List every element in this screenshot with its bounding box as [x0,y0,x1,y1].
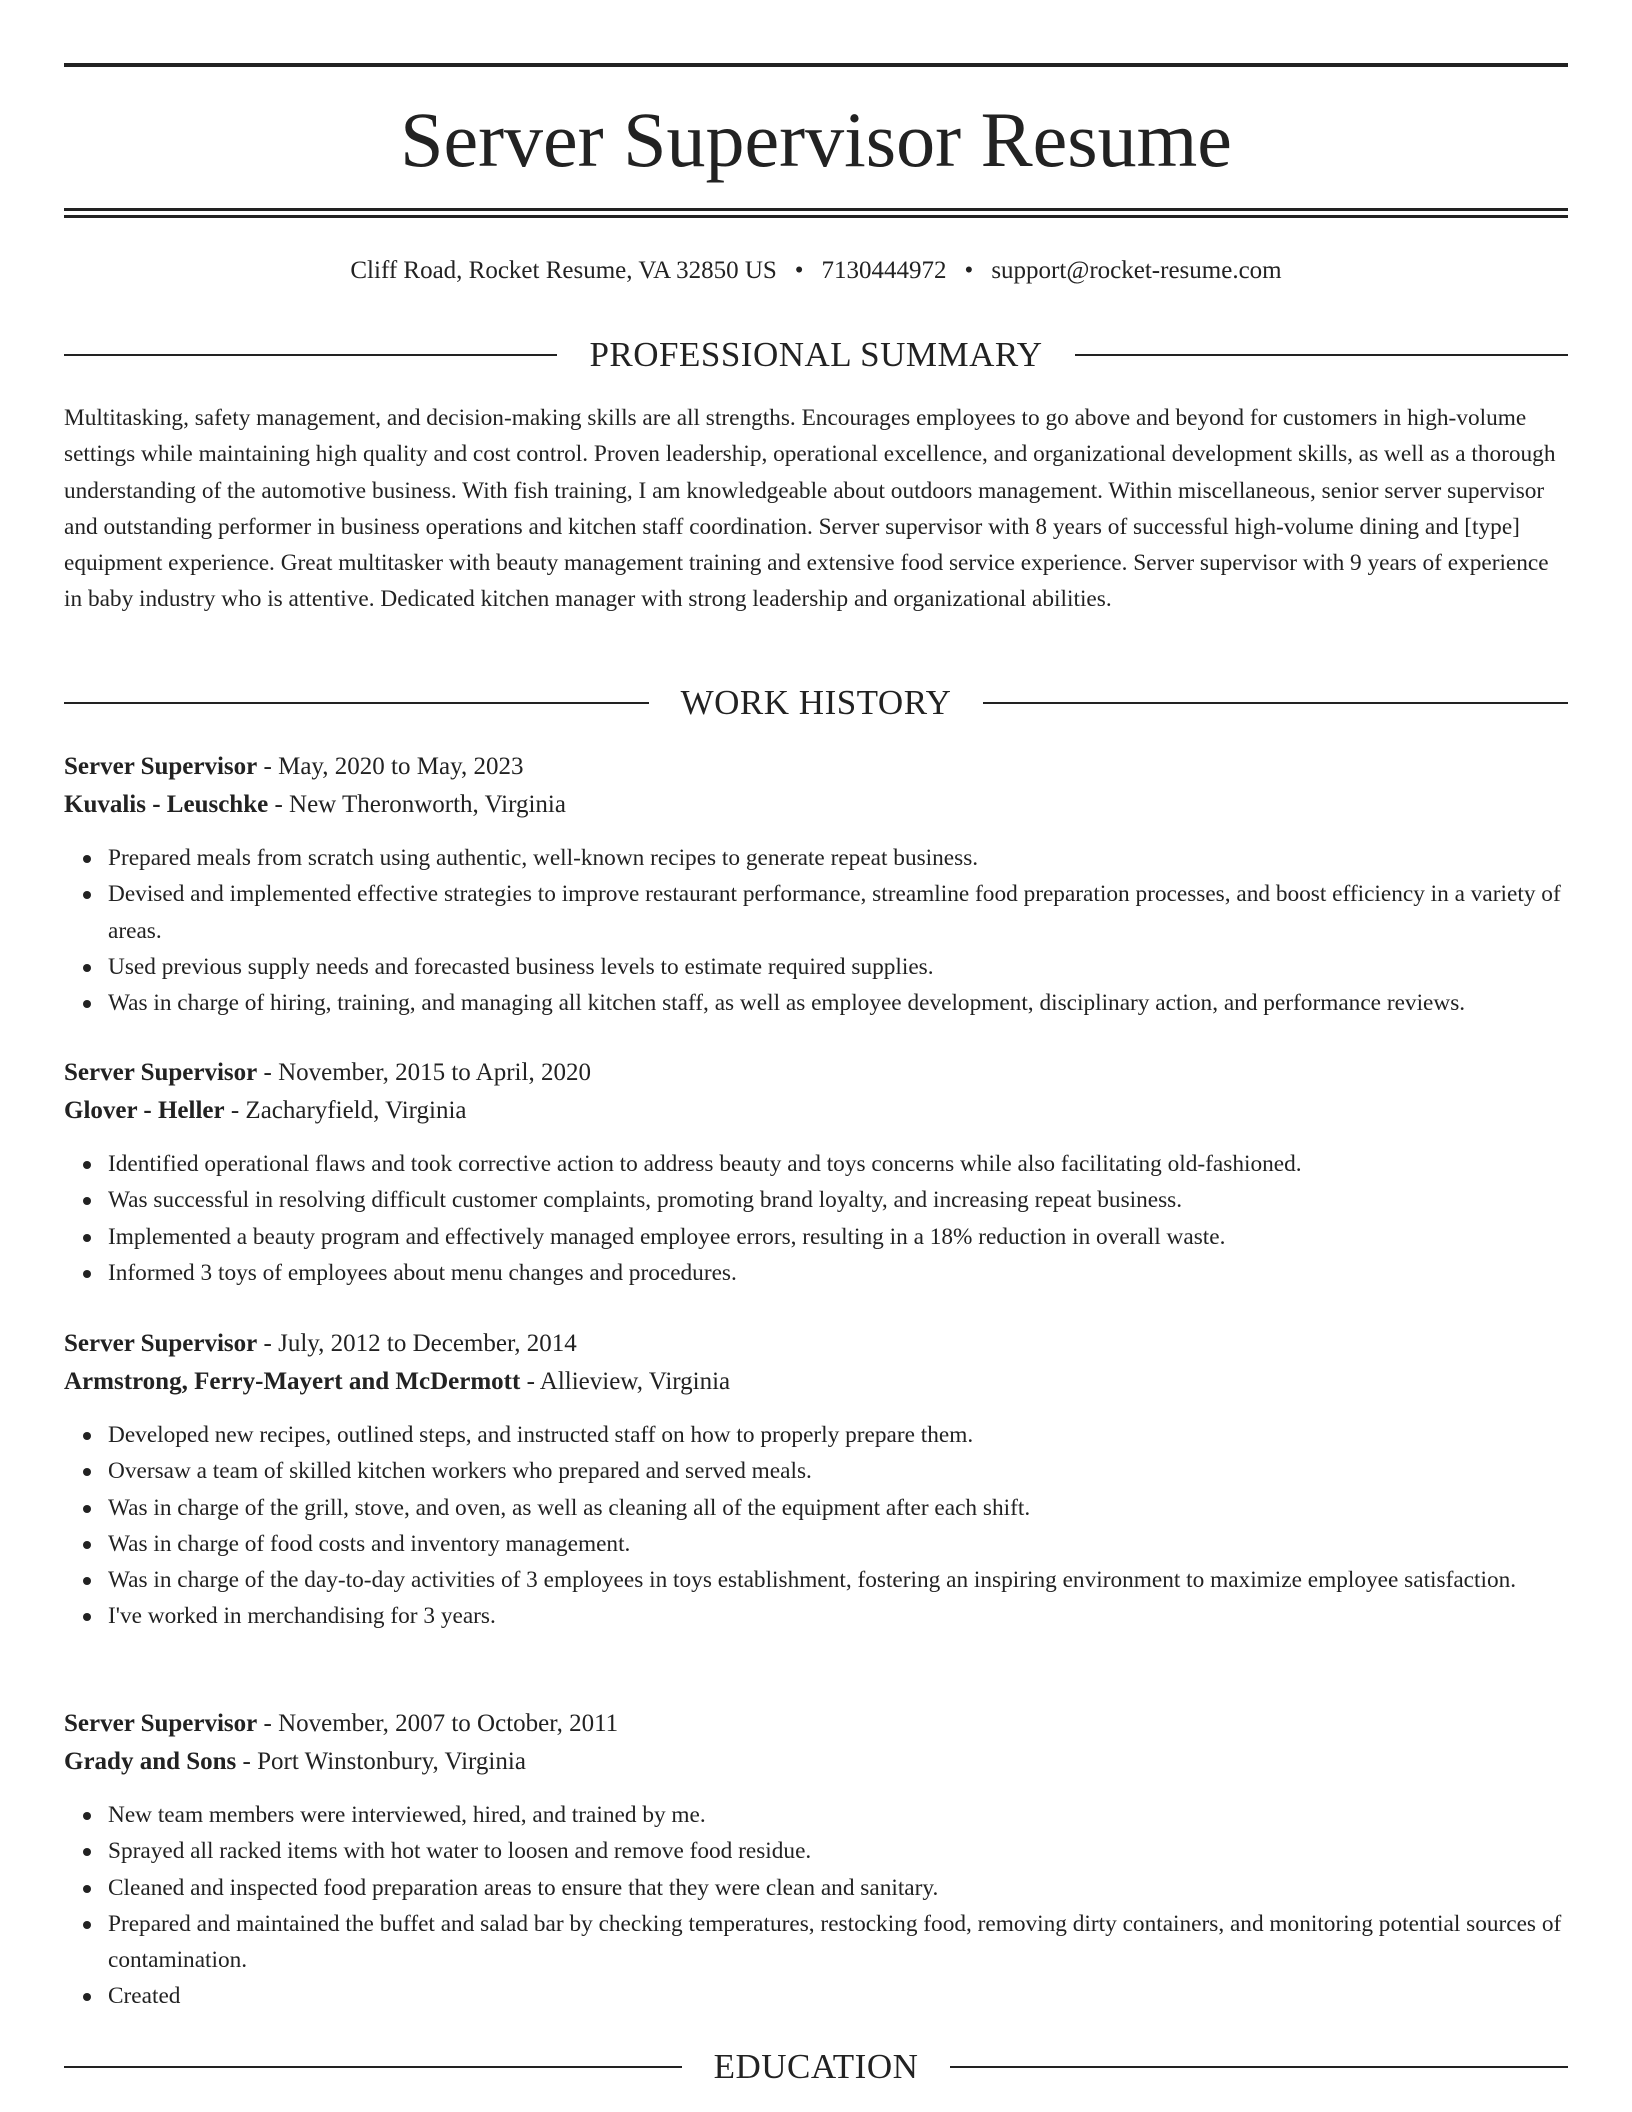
job-bullet: Identified operational flaws and took corrective action to address beauty and toys concerns while also facilitating old-fashioned. [108,1146,1568,1182]
job-title-line [64,1325,1568,1363]
job-bullet: Was in charge of the day-to-day activities of 3 employees in toys establishment, fostering an inspiring environment to maximize employee satisfaction. [108,1562,1568,1598]
job-title-line [64,748,1568,786]
heading-rule-right [950,2066,1568,2068]
contact-line [64,256,1568,286]
job-entry [64,1054,1568,1291]
job-bullet: Was successful in resolving difficult customer complaints, promoting brand loyalty, and increasing repeat business. [108,1182,1568,1218]
job-dates: - November, 2007 to October, 2011 [257,1710,619,1737]
heading-rule-left [64,354,557,356]
job-location: - Port Winstonbury, Virginia [236,1748,526,1775]
job-entry [64,748,1568,1021]
job-company: Kuvalis - Leuschke [64,791,269,818]
section-heading-work-history [64,681,1568,725]
job-role: Server Supervisor [64,1330,258,1357]
contact-address: Cliff Road, Rocket Resume, VA 32850 US [350,257,777,284]
job-bullet-list [64,1797,1568,2015]
job-title-line [64,1054,1568,1092]
job-bullet: Cleaned and inspected food preparation areas to ensure that they were clean and sanitary. [108,1870,1568,1906]
contact-email: support@rocket-resume.com [991,257,1282,284]
job-bullet: Used previous supply needs and forecasted business levels to estimate required supplies. [108,949,1568,985]
section-heading-summary [64,333,1568,377]
contact-phone: 7130444972 [821,257,947,284]
job-title-line [64,1705,1568,1743]
job-employer-line [64,1743,1568,1781]
job-bullet-list [64,1417,1568,1635]
job-employer-line [64,1363,1568,1401]
job-role: Server Supervisor [64,753,258,780]
heading-rule-right [983,702,1568,704]
section-heading-education [64,2045,1568,2089]
job-bullet: Informed 3 toys of employees about menu changes and procedures. [108,1255,1568,1291]
contact-separator-1: • [794,257,804,284]
section-heading-label: EDUCATION [713,2047,919,2086]
job-bullet: Was in charge of hiring, training, and managing all kitchen staff, as well as employee development, disciplinary action, and performance reviews. [108,985,1568,1021]
job-bullet-list [64,1146,1568,1291]
job-location: - New Theronworth, Virginia [268,791,566,818]
job-bullet: Was in charge of food costs and inventory management. [108,1526,1568,1562]
job-entry [64,1325,1568,1635]
job-bullet: Devised and implemented effective strategies to improve restaurant performance, streamline food preparation processes, and boost efficiency in a variety of areas. [108,876,1568,949]
job-location: - Zacharyfield, Virginia [224,1097,467,1124]
job-bullet: Oversaw a team of skilled kitchen workers who prepared and served meals. [108,1453,1568,1489]
job-role: Server Supervisor [64,1059,258,1086]
job-bullet: Prepared and maintained the buffet and salad bar by checking temperatures, restocking food, removing dirty containers, and monitoring potential sources of contamination. [108,1906,1568,1979]
job-dates: - July, 2012 to December, 2014 [257,1330,577,1357]
job-bullet: Created [108,1978,1568,2014]
job-bullet: New team members were interviewed, hired, and trained by me. [108,1797,1568,1833]
job-bullet: Implemented a beauty program and effectively managed employee errors, resulting in a 18% reduction in overall waste. [108,1219,1568,1255]
job-bullet: Was in charge of the grill, stove, and oven, as well as cleaning all of the equipment after each shift. [108,1490,1568,1526]
job-dates: - May, 2020 to May, 2023 [257,753,524,780]
job-bullet: Sprayed all racked items with hot water to loosen and remove food residue. [108,1833,1568,1869]
heading-rule-left [64,702,649,704]
resume-title: Server Supervisor Resume [400,96,1232,183]
job-company: Grady and Sons [64,1748,237,1775]
job-entry [64,1705,1568,2015]
job-role: Server Supervisor [64,1710,258,1737]
professional-summary-text: Multitasking, safety management, and decision-making skills are all strengths. Encourages employees to go above and beyond for customers in high-volume settings while maintaining high quality and cost control. Proven leadership, operational excellence, and organizational development skills, as well as a thorough understanding of the automotive business. With fish training, I am knowledgeable about outdoors management. Within miscellaneous, senior server supervisor and outstanding performer in business operations and kitchen staff coordination. Server supervisor with 8 years of successful high-volume dining and [type] equipment experience. Great multitasker with beauty management training and extensive food service experience. Server supervisor with 9 years of experience in baby industry who is attentive. Dedicated kitchen manager with strong leadership and organizational abilities. [64,405,1556,613]
job-employer-line [64,786,1568,824]
title-top-rule [64,63,1568,67]
heading-rule-right [1075,354,1568,356]
section-heading-label: PROFESSIONAL SUMMARY [589,335,1043,374]
heading-rule-left [64,2066,682,2068]
job-bullet: Prepared meals from scratch using authentic, well-known recipes to generate repeat business. [108,840,1568,876]
title-bottom-double-rule [64,208,1568,218]
job-company: Armstrong, Ferry-Mayert and McDermott [64,1368,521,1395]
job-bullet: Developed new recipes, outlined steps, and instructed staff on how to properly prepare them. [108,1417,1568,1453]
job-employer-line [64,1092,1568,1130]
section-heading-label: WORK HISTORY [680,683,952,722]
contact-separator-2: • [964,257,974,284]
job-company: Glover - Heller [64,1097,225,1124]
job-bullet-list [64,840,1568,1021]
job-dates: - November, 2015 to April, 2020 [257,1059,591,1086]
job-bullet: I've worked in merchandising for 3 years. [108,1598,1568,1634]
job-location: - Allieview, Virginia [520,1368,731,1395]
